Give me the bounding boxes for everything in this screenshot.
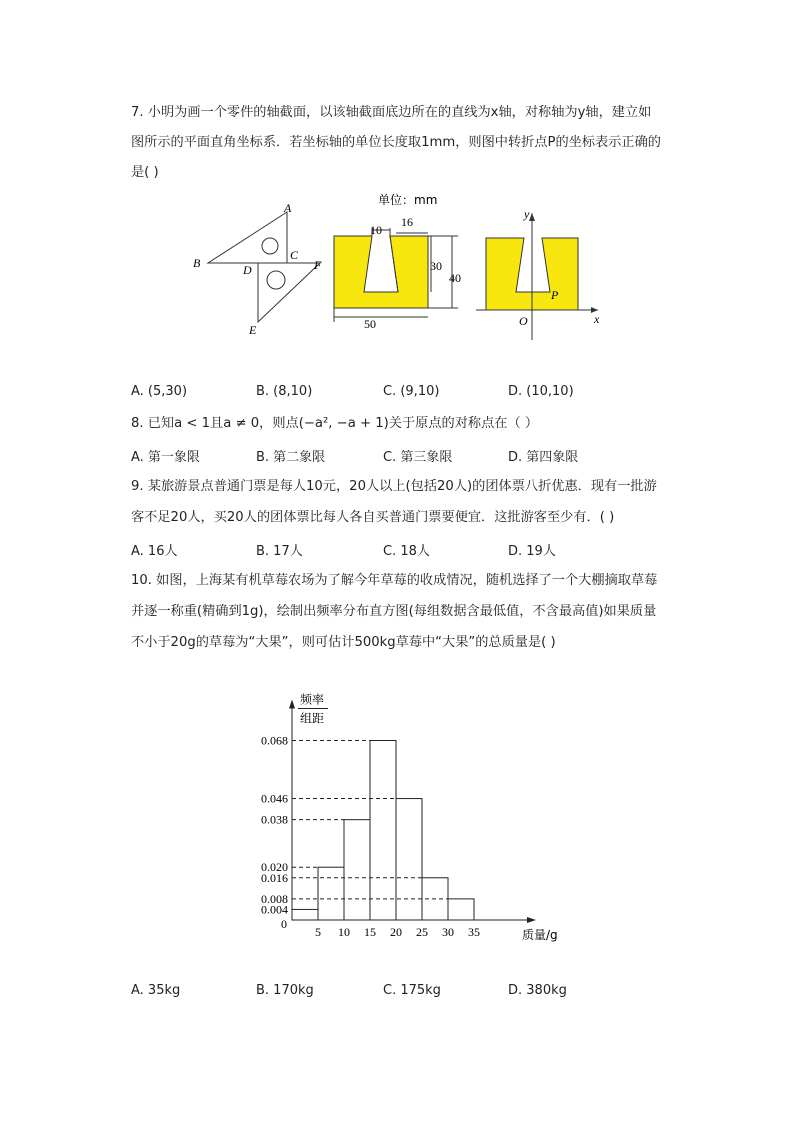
label-D: D xyxy=(243,263,252,277)
label-B: B xyxy=(193,256,201,270)
y-label-numerator: 频率 xyxy=(300,692,325,707)
y-tick-label: 0.004 xyxy=(261,902,288,917)
q10-option-a[interactable]: A. 35kg xyxy=(131,983,181,998)
x-tick-label: 0 xyxy=(281,917,287,931)
q7-option-a[interactable]: A. (5,30) xyxy=(131,384,188,399)
q8-option-c[interactable]: C. 第三象限 xyxy=(383,450,453,465)
histogram-bar xyxy=(396,799,422,920)
x-tick-label: 30 xyxy=(442,925,454,939)
q7-stem-line3: 是( ) xyxy=(131,165,159,180)
dim-50: 50 xyxy=(364,317,376,331)
y-tick-label: 0.046 xyxy=(261,791,288,806)
dim-10: 10 xyxy=(370,223,382,237)
q7-stem-line2: 图所示的平面直角坐标系．若坐标轴的单位长度取1mm，则图中转折点P的坐标表示正确的 xyxy=(131,135,661,150)
histogram-bar xyxy=(448,899,474,920)
triangle-abc xyxy=(208,212,287,263)
histogram-bar xyxy=(370,740,396,920)
q10-options xyxy=(131,983,691,1001)
histogram-bar xyxy=(344,820,370,920)
y-tick-label: 0.038 xyxy=(261,812,288,827)
y-tick-label: 0.020 xyxy=(261,860,288,875)
label-E: E xyxy=(249,323,257,337)
histogram-bar xyxy=(318,867,344,920)
y-tick-label: 0.068 xyxy=(261,733,288,748)
part-dimension-figure xyxy=(334,228,458,322)
x-tick-label: 5 xyxy=(315,925,321,939)
q10-option-d[interactable]: D. 380kg xyxy=(508,983,567,998)
histogram-bar xyxy=(292,909,318,920)
y-tick-label: 0.008 xyxy=(261,891,288,906)
x-tick-label: 25 xyxy=(416,925,428,939)
q8-option-a[interactable]: A. 第一象限 xyxy=(131,450,200,465)
q8-option-d[interactable]: D. 第四象限 xyxy=(508,450,579,465)
circle-lower xyxy=(267,271,285,289)
q10-stem-line2: 并逐一称重(精确到1g)，绘制出频率分布直方图(每组数据含最低值，不含最高值)如果质量 xyxy=(131,604,657,619)
q9-stem-line1: 9. 某旅游景点普通门票是每人10元，20人以上(包括20人)的团体票八折优惠．现有一批游 xyxy=(131,479,657,494)
part-coordinate-figure xyxy=(476,213,598,340)
axis-x-label: x xyxy=(594,312,600,326)
x-tick-label: 35 xyxy=(468,925,480,939)
q9-option-a[interactable]: A. 16人 xyxy=(131,544,178,559)
label-F: F xyxy=(314,258,322,272)
y-label-denominator: 组距 xyxy=(300,711,325,726)
q7-figures xyxy=(180,188,620,348)
q8-option-b[interactable]: B. 第二象限 xyxy=(256,450,326,465)
point-p-label: P xyxy=(551,288,559,302)
y-axis-arrow xyxy=(289,700,295,709)
y-tick-label: 0.016 xyxy=(261,870,288,885)
frequency-histogram xyxy=(240,655,560,950)
q10-option-c[interactable]: C. 175kg xyxy=(383,983,441,998)
dim-30: 30 xyxy=(430,259,442,273)
q9-option-b[interactable]: B. 17人 xyxy=(256,544,303,559)
q8-options xyxy=(131,446,691,464)
q9-option-d[interactable]: D. 19人 xyxy=(508,544,556,559)
q10-stem-line1: 10. 如图，上海某有机草莓农场为了解今年草莓的收成情况，随机选择了一个大棚摘取草莓 xyxy=(131,573,658,588)
dim-16: 16 xyxy=(401,215,413,229)
q9-stem-line2: 客不足20人，买20人的团体票比每人各自买普通门票要便宜．这批游客至少有．( ) xyxy=(131,510,615,525)
q7-option-d[interactable]: D. (10,10) xyxy=(508,384,574,399)
circle-upper xyxy=(262,238,278,254)
q9-options xyxy=(131,540,691,558)
q7-stem-line1: 7. 小明为画一个零件的轴截面，以该轴截面底边所在的直线为x轴，对称轴为y轴，建立如 xyxy=(131,105,652,120)
unit-label: 单位：mm xyxy=(378,193,438,207)
x-tick-label: 15 xyxy=(364,925,376,939)
dim-40: 40 xyxy=(449,271,461,285)
triangle-def xyxy=(258,263,320,322)
label-A: A xyxy=(284,201,292,215)
label-C: C xyxy=(290,248,299,262)
q7-option-b[interactable]: B. (8,10) xyxy=(256,384,313,399)
x-axis-label: 质量/g xyxy=(522,928,558,942)
x-tick-label: 20 xyxy=(390,925,402,939)
x-axis-arrow xyxy=(527,917,536,923)
q7-options xyxy=(131,384,691,402)
origin-label: O xyxy=(519,314,528,328)
q9-option-c[interactable]: C. 18人 xyxy=(383,544,430,559)
triangle-figure xyxy=(208,212,320,322)
q8-stem: 8. 已知a < 1且a ≠ 0，则点(−a², −a + 1)关于原点的对称点在（ ） xyxy=(131,416,539,431)
x-tick-label: 10 xyxy=(338,925,350,939)
q7-option-c[interactable]: C. (9,10) xyxy=(383,384,440,399)
axis-y-label: y xyxy=(524,207,530,221)
q10-option-b[interactable]: B. 170kg xyxy=(256,983,314,998)
q10-stem-line3: 不小于20g的草莓为“大果”，则可估计500kg草莓中“大果”的总质量是( ) xyxy=(131,635,556,650)
